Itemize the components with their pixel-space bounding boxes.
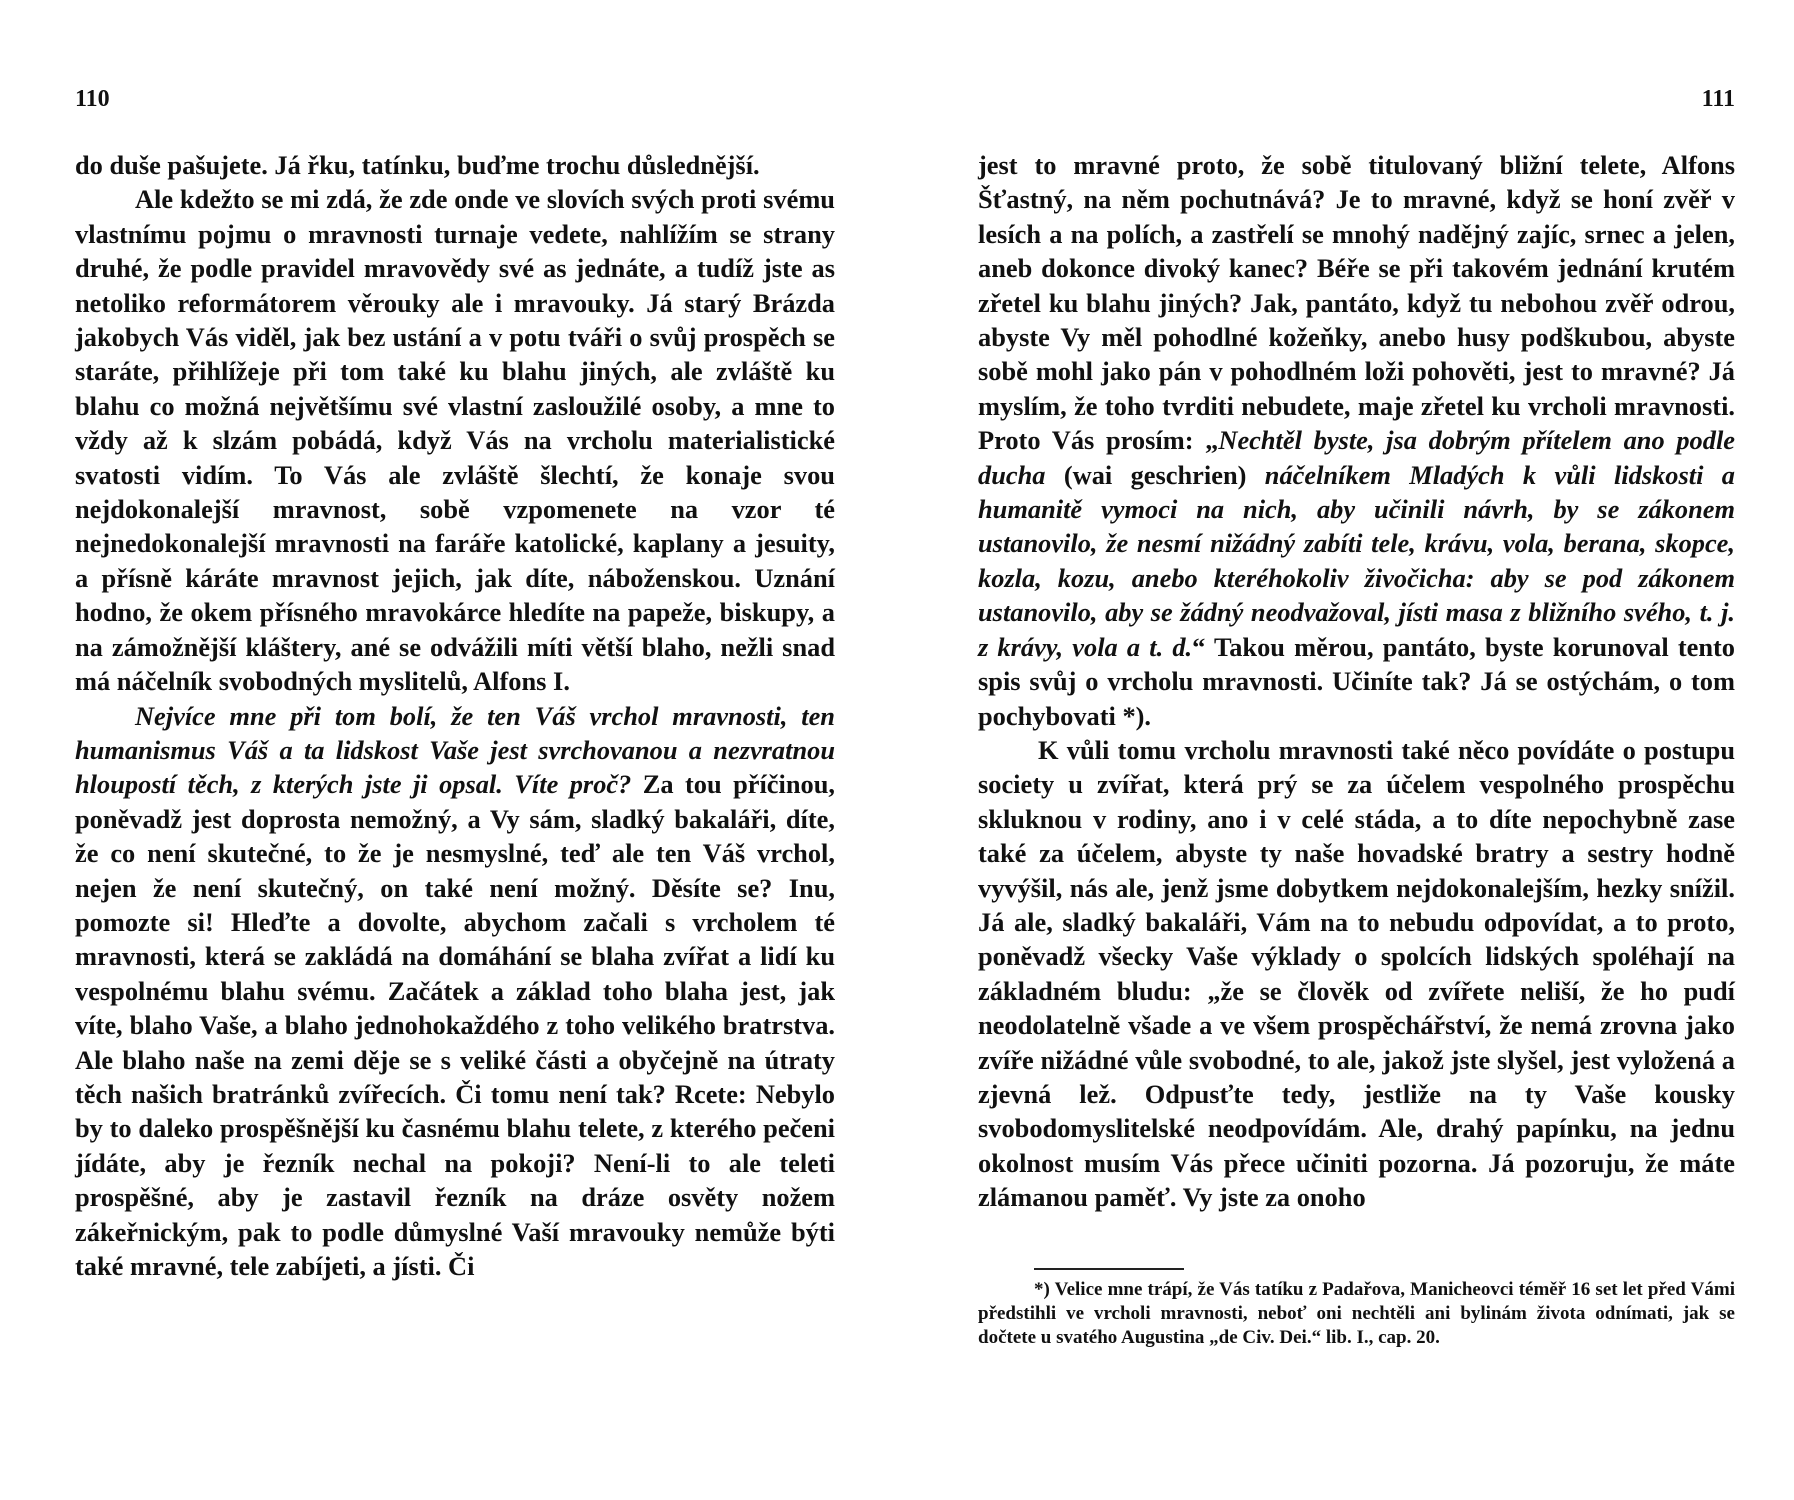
footnote: [978, 1278, 1735, 1350]
page-number: 110: [75, 86, 110, 112]
footnote-text: *) Velice mne trápí, že Vás tatíku z Padařova, Manicheovci téměř 16 set let před Vámi předstihli ve vrcholi mravnosti, neboť oni nechtěli ani bylinám života odnímati, jak se dočtete u svatého Augustina „de Civ. Dei.“ lib. I., cap. 20.: [978, 1279, 1735, 1348]
page-text: [978, 148, 1735, 1215]
paragraph: [75, 182, 835, 698]
text-run: Ale kdežto se mi zdá, že zde onde ve slovích svých proti svému vlastnímu pojmu o mravnosti turnaje vedete, nahlížím se strany druhé, že podle pravidel mravovědy své as jednáte, a tudíž jste as netoliko reformátorem věrouky ale i mravouky. Já starý Brázda jakobych Vás viděl, jak bez ustání a v potu tváři o svůj prospěch se staráte, přihlížeje při tom také ku blahu jiných, ale zvláště ku blahu co možná největšímu své vlastní zasloužilé osoby, a mne to vždy až k slzám pobádá, když Vás na vrcholu materialistické svatosti vidím. To Vás ale zvláště šlechtí, že konaje svou nejdokonalejší mravnost, sobě vzpomenete na vzor té nejnedokonalejší mravnosti na faráře katolické, kaplany a jesuity, a přísně káráte mravnost jejich, jak díte, náboženskou. Uznání hodno, že okem přísného mravokárce hledíte na papeže, biskupy, a na zámožnější kláštery, ané se odvážili míti větší blaho, nežli snad má náčelník svobodných myslitelů, Alfons I.: [75, 184, 835, 697]
text-run: do duše pašujete. Já řku, tatínku, buďme trochu důslednější.: [75, 150, 760, 180]
italic-run: Nechtěl byste, jsa dobrým přítelem ano podle ducha: [978, 425, 1735, 490]
text-run: “ Takou měrou, pantáto, byste korunoval tento spis svůj o vrcholu mravnosti. Učiníte tak? Já se ostýchám, o tom pochybovati *).: [978, 631, 1735, 731]
text-run: K vůli tomu vrcholu mravnosti také něco povídáte o postupu society u zvířat, která prý se za účelem vespolného prospěchu skluknou v rodiny, ano i v celé stáda, a to díte nepochybně zase také za účelem, abyste ty naše hovadské bratry a sestry hodně vyvýšil, nás ale, jenž jsme dobytkem nejdokonalejším, hezky snížil. Já ale, sladký bakaláři, Vám na to nebudu odpovídat, a to proto, poněvadž všecky Vaše výklady o spolcích lidských spoléhají na základném bludu: „že se člověk od zvířete neliší, že ho pudí neodolatelně všade a ve všem prospěchářství, že nemá zrovna jako zvíře nižádné vůle svobodné, to ale, jakož jste slyšel, jest vyložená a zjevná lež. Odpusťte tedy, jestliže na ty Vaše kousky svobodomyslitelské neodpovídám. Ale, drahý papínku, na jednu okolnost musím Vás přece učiniti pozorna. Já pozoruju, že máte zlámanou paměť. Vy jste za onoho: [978, 734, 1735, 1213]
text-run: jest to mravné proto, že sobě titulovaný bližní telete, Alfons Šťastný, na něm pochutnává? Je to mravné, když se honí zvěř v lesích a na polích, a zastřelí se mnohý nadějný zajíc, srnec a jelen, aneb dokonce divoký kanec? Béře se při takovém jednání krutém zřetel ku blahu jiných? Jak, pantáto, když tu nebohou zvěř odrou, abyste Vy měl pohodlné kožeňky, anebo husy podškubou, abyste sobě mohl jako pán v pohodlném loži pohověti, jest to mravné? Já myslím, že toho tvrditi nebudete, maje zřetel ku vrcholi mravnosti. Proto Vás prosím: „: [978, 150, 1735, 456]
page-number: 111: [1701, 86, 1735, 112]
paragraph: [75, 699, 835, 1284]
paragraph: [978, 148, 1735, 733]
text-run: Za tou příčinou, poněvadž jest doprosta nemožný, a Vy sám, sladký bakaláři, díte, že co není skutečné, to že je nesmyslné, teď ale ten Váš vrchol, nejen že není skutečný, on také není možný. Děsíte se? Inu, pomozte si! Hleďte a dovolte, abychom začali s vrcholem té mravnosti, která se zakládá na domáhání se blaha zvířat a lidí ku vespolnému blahu svému. Začátek a základ toho blaha jest, jak víte, blaho Vaše, a blaho jednohokaždého z toho velikého bratrstva. Ale blaho naše na zemi děje se s veliké části a obyčejně na útraty těch našich bratránků zvířecích. Či tomu není tak? Rcete: Nebylo by to daleko prospěšnější ku časnému blahu telete, z kterého pečeni jídáte, aby je řezník nechal na pokoji? Není-li to ale teleti prospěšné, aby je zastavil řezník na dráze osvěty nožem zákeřnickým, pak to podle důmyslné Vaší mravouky nemůže býti také mravné, tele zabíjeti, a jísti. Či: [75, 769, 835, 1281]
text-run: (wai geschrien): [1045, 459, 1265, 490]
paragraph: [978, 733, 1735, 1215]
paragraph: [75, 148, 835, 182]
italic-run: náčelníkem Mladých k vůli lidskosti a humanitě vymoci na nich, aby učinili návrh, by se zákonem ustanovilo, že nesmí nižádný zabíti tele, krávu, vola, berana, skopce, kozla, kozu, anebo kteréhokoliv živočicha: aby se pod zákonem ustanovilo, aby se žádný neodvažoval, jísti masa z bližního svého, t. j. z krávy, vola a t. d.: [978, 459, 1735, 662]
footnote-rule: [1034, 1268, 1184, 1270]
italic-run: Nejvíce mne při tom bolí, že ten Váš vrchol mravnosti, ten humanismus Váš a ta lidskost Vaše jest svrchovanou a nezvratnou hloupostí těch, z kterých jste ji opsal. Víte proč?: [75, 700, 835, 800]
page-text: [75, 148, 835, 1283]
